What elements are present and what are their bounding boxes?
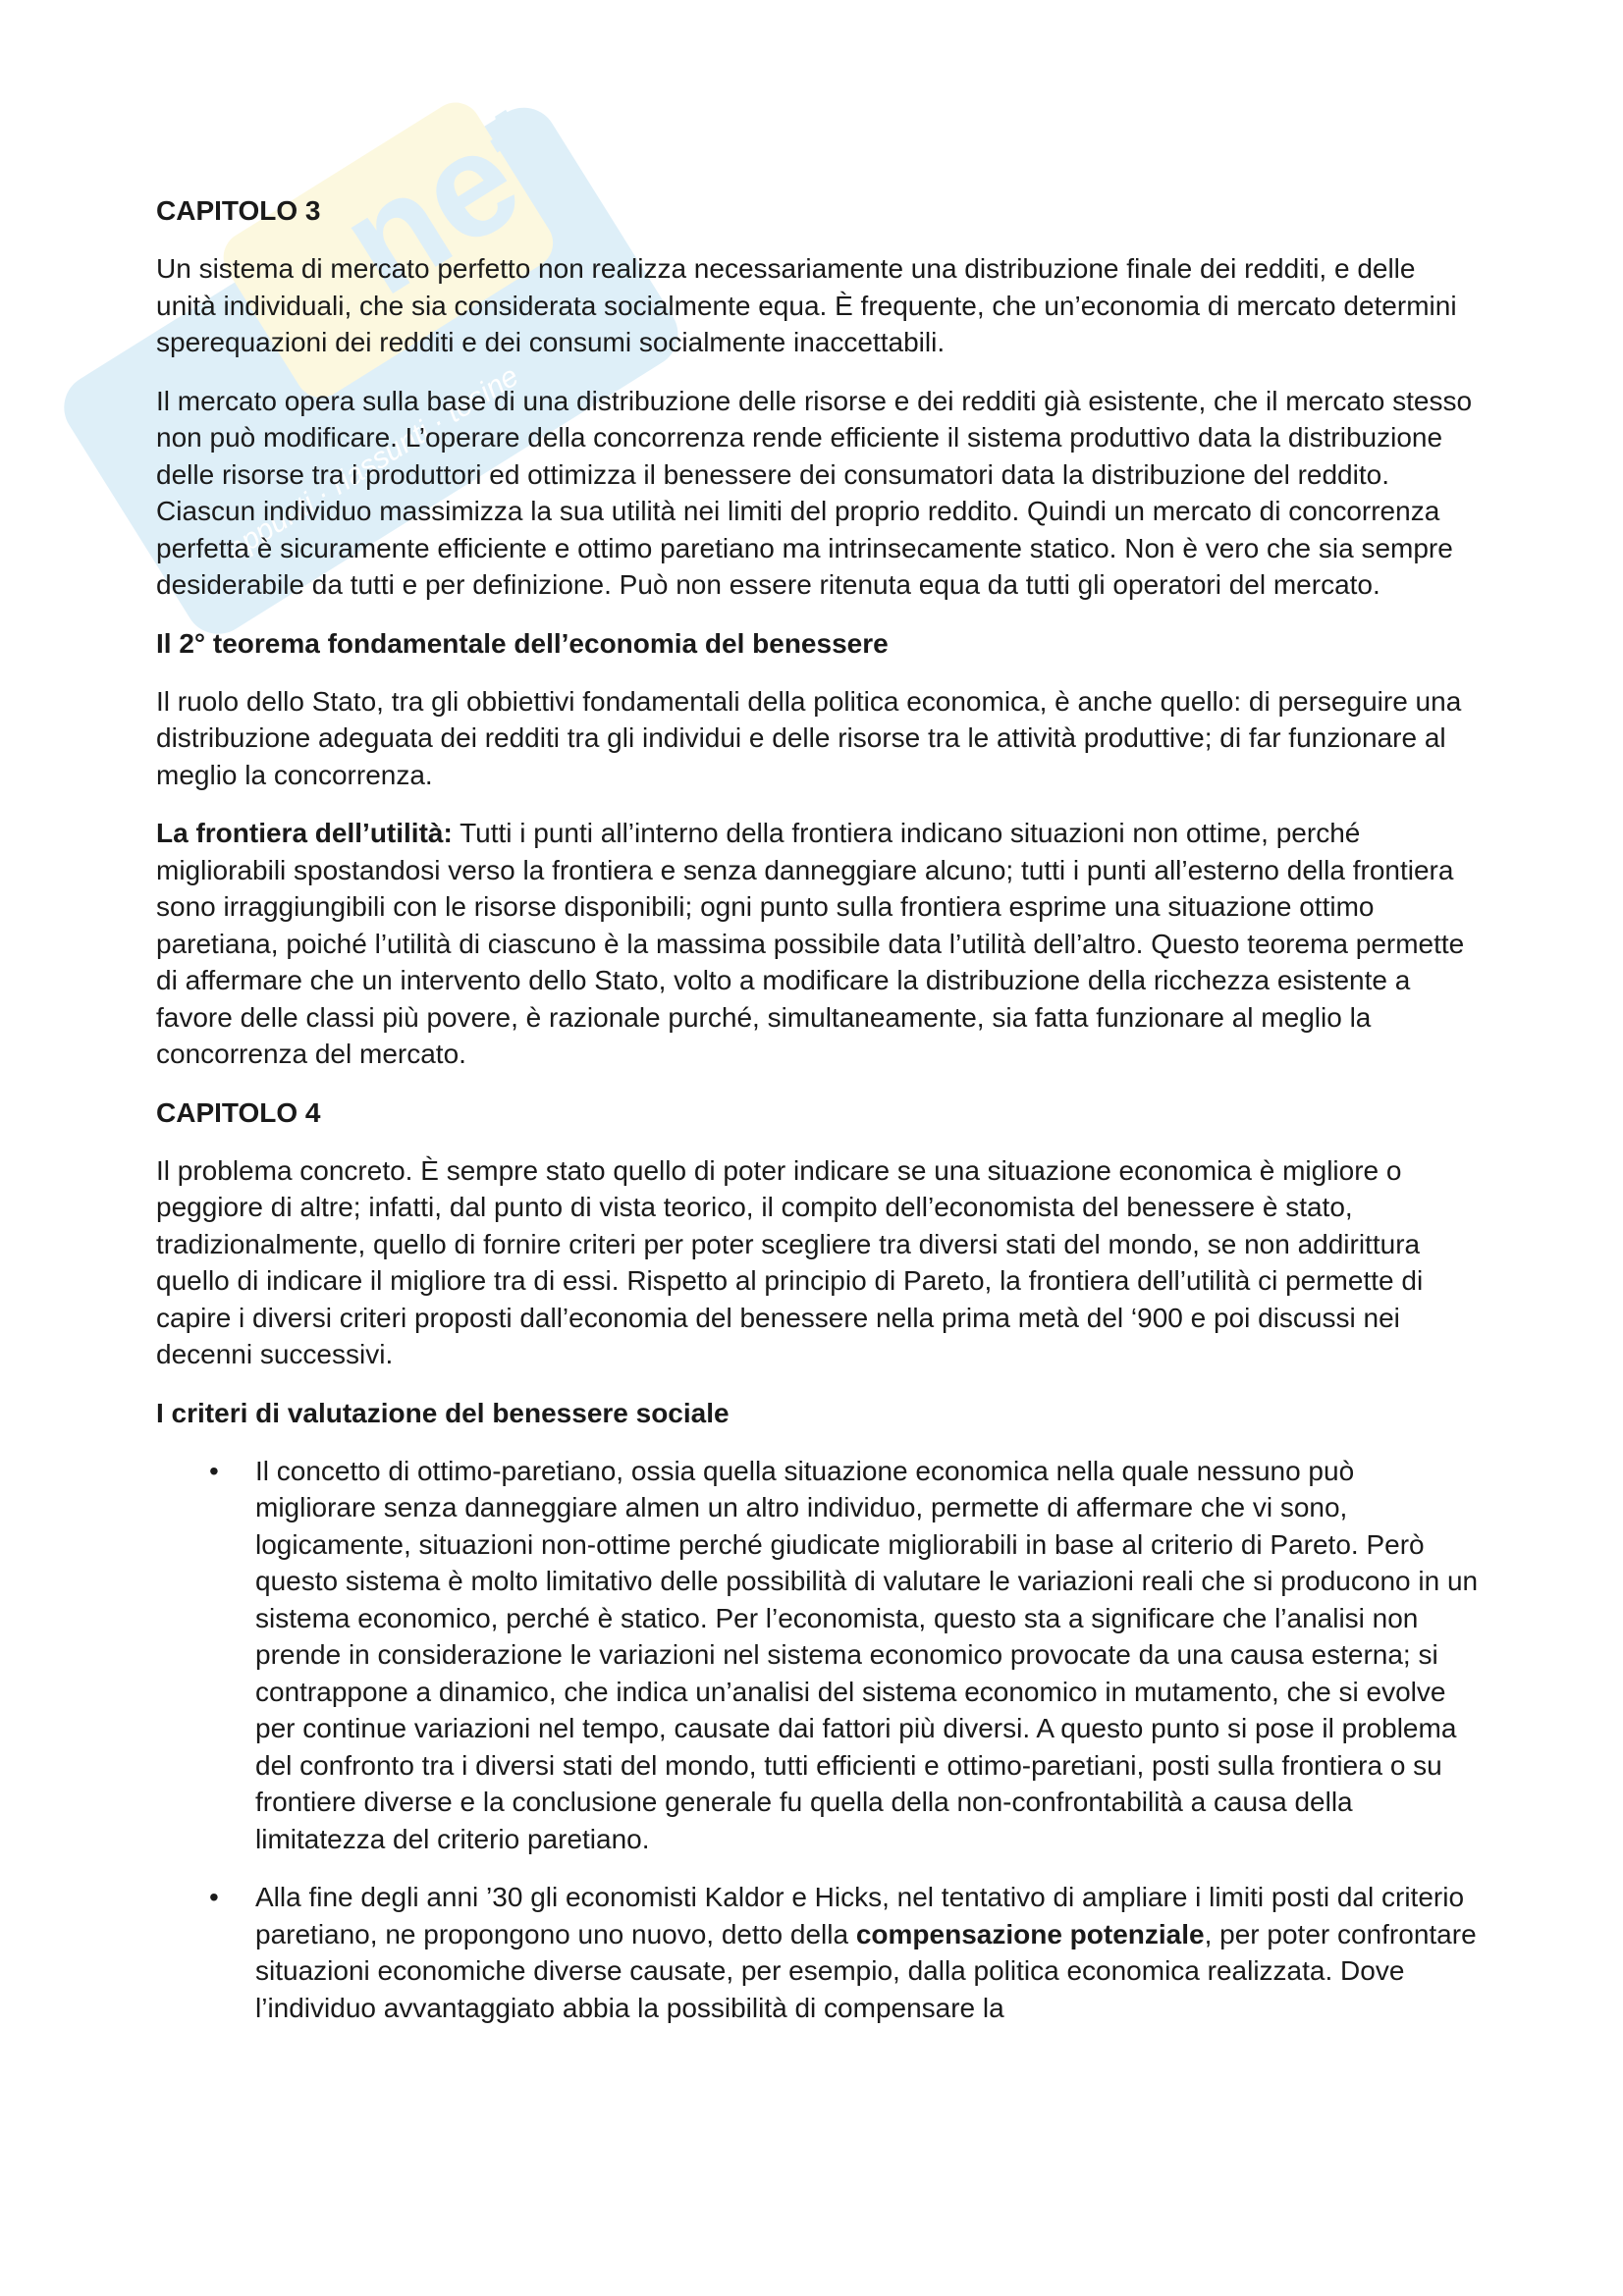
criteria-list [156,1453,1482,2027]
bullet-icon: • [209,1882,219,1912]
document-page [156,192,1482,2048]
chapter-3-paragraph-1: Un sistema di mercato perfetto non realizza necessariamente una distribuzione finale dei redditi, e delle unità individuali, che sia considerata socialmente equa. È frequente, che un’economia di mercato determini sperequazioni dei redditi e dei consumi socialmente inaccettabili. [156,253,1457,357]
list-item [156,1879,1482,2026]
watermark-subtext: appunti · riassunti · tesine [221,359,525,566]
chapter-4-heading: CAPITOLO 4 [156,1096,321,1128]
second-theorem-heading: Il 2° teorema fondamentale dell’economia del benessere [156,627,889,659]
criteria-heading: I criteri di valutazione del benessere sociale [156,1397,730,1428]
chapter-3-heading: CAPITOLO 3 [156,195,321,226]
chapter-4-paragraph-1: Il problema concreto. È sempre stato quello di poter indicare se una situazione economica è migliore o peggiore di altre; infatti, dal punto di vista teorico, il compito dell’economista del benessere è stato, tradizionalmente, quello di fornire criteri per poter scegliere tra diversi stati del mondo, se non addirittura quello di indicare il migliore tra di essi. Rispetto al principio di Pareto, la frontiera dell’utilità ci permette di capire i diversi criteri proposti dall’economia del benessere nella prima metà del ‘900 e poi discussi nei decenni successivi. [156,1154,1424,1369]
utility-frontier-label: La frontiera dell’utilità: [156,818,453,848]
criteria-item-2-text-after: , per poter confrontare situazioni economiche diverse causate, per esempio, dalla politica economica realizzata. Dove l’individuo avvantaggiato abbia la possibilità di compensare la [255,1918,1477,2023]
chapter-3-paragraph-2: Il mercato opera sulla base di una distribuzione delle risorse e dei redditi già esistente, che il mercato stesso non può modificare. L’operare della concorrenza rende efficiente il sistema produttivo data la distribuzione delle risorse tra i produttori ed ottimizza il benessere dei consumatori data la distribuzione del reddito. Ciascun individuo massimizza la sua utilità nei limiti del proprio reddito. Quindi un mercato di concorrenza perfetta è sicuramente efficiente e ottimo paretiano ma intrinsecamente statico. Non è vero che sia sempre desiderabile da tutti e per definizione. Può non essere ritenuta equa da tutti gli operatori del mercato. [156,385,1473,600]
utility-frontier-paragraph [156,815,1482,1073]
utility-frontier-text: Tutti i punti all’interno della frontiera indicano situazioni non ottime, perché migliorabili spostandosi verso la frontiera e senza danneggiare alcuno; tutti i punti all’esterno della frontiera sono irraggiungibili con le risorse disponibili; ogni punto sulla frontiera esprime una situazione ottimo paretiana, poiché l’utilità di ciascuno è la massima possibile data l’utilità dell’altro. Questo teorema permette di affermare che un intervento dello Stato, volto a modificare la distribuzione della ricchezza esistente a favore delle classi più povere, è razionale purché, simultaneamente, sia fatta funzionare al meglio la concorrenza del mercato. [156,818,1465,1069]
second-theorem-paragraph: Il ruolo dello Stato, tra gli obbiettivi fondamentali della politica economica, è anche quello: di perseguire una distribuzione adeguata dei redditi tra gli individui e delle risorse tra le attività produttive; di far funzionare al meglio la concorrenza. [156,685,1462,790]
potential-compensation-term: compensazione potenziale [855,1918,1205,1949]
bullet-icon: • [209,1455,219,1486]
list-item [156,1453,1482,1858]
watermark-net-text: net [313,69,588,326]
criteria-item-2-text-before: Alla fine degli anni ’30 gli economisti Kaldor e Hicks, nel tentativo di ampliare i limiti posti dal criterio paretiano, ne propongono uno nuovo, detto della [255,1882,1465,1949]
criteria-item-1-text: Il concetto di ottimo-paretiano, ossia quella situazione economica nella quale nessuno può migliorare senza danneggiare almen un altro individuo, permette di affermare che vi sono, logicamente, situazioni non-ottime perché giudicate migliorabili in base al criterio di Pareto. Però questo sistema è molto limitativo delle possibilità di valutare le variazioni reali che si producono in un sistema economico, perché è statico. Per l’economista, questo sta a significare che l’analisi non prende in considerazione le variazioni nel sistema economico provocate da una causa esterna; si contrappone a dinamico, che indica un’analisi del sistema economico in mutamento, che si evolve per continue variazioni nel tempo, causate dai fattori più diversi. A questo punto si pose il problema del confronto tra i diversi stati del mondo, tutti efficienti e ottimo-paretiani, posti sulla frontiera o su frontiere diverse e la conclusione generale fu quella della non-confrontabilità a causa della limitatezza del criterio paretiano. [255,1455,1479,1854]
